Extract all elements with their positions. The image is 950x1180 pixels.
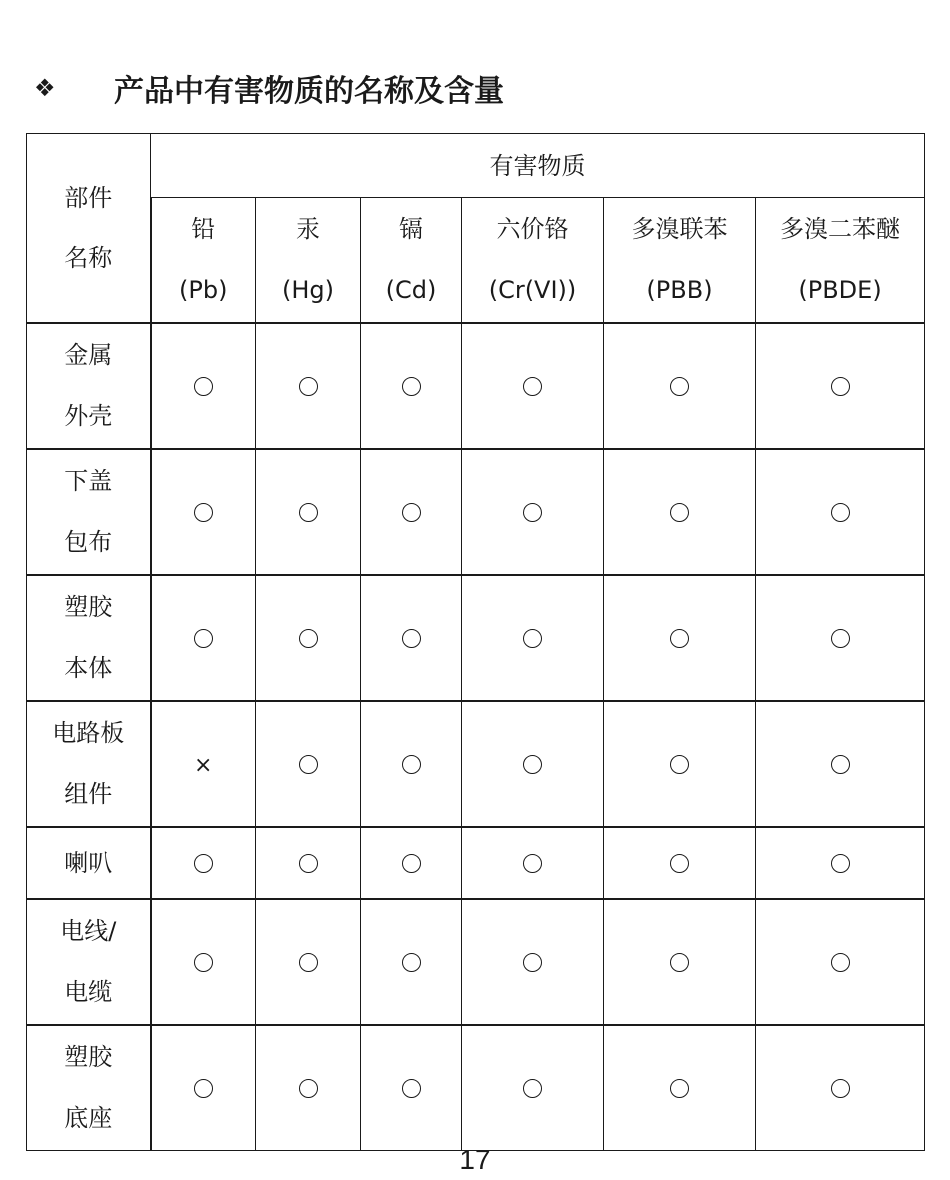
table-row (27, 701, 925, 827)
circle-mark-icon (299, 953, 318, 972)
part-name-header-line: 名称 (64, 244, 113, 272)
header-row-substances (27, 198, 925, 324)
substance-name: 汞 (296, 215, 320, 243)
circle-mark-icon (670, 953, 689, 972)
circle-mark-icon (831, 854, 850, 873)
substance-mark-cell (256, 899, 361, 1025)
table-row (27, 1025, 925, 1151)
substance-header-cell (361, 198, 462, 324)
circle-mark-icon (194, 1079, 213, 1098)
substance-mark-cell (462, 1025, 604, 1151)
section-title: 产品中有害物质的名称及含量 (114, 74, 504, 109)
substance-mark-cell (756, 899, 925, 1025)
part-name-cell (27, 1025, 151, 1151)
circle-mark-icon (194, 377, 213, 396)
substance-name: 六价铬 (496, 215, 569, 243)
circle-mark-icon (194, 629, 213, 648)
substance-header-cell (604, 198, 756, 324)
part-name-line: 金属 (64, 341, 113, 369)
circle-mark-icon (402, 953, 421, 972)
substance-mark-cell (361, 899, 462, 1025)
substance-header-cell (462, 198, 604, 324)
hazardous-substance-group-header: 有害物质 (151, 134, 925, 198)
circle-mark-icon (670, 629, 689, 648)
circle-mark-icon (402, 629, 421, 648)
substance-symbol: (Cd) (385, 276, 437, 304)
circle-mark-icon (402, 854, 421, 873)
part-name-cell (27, 827, 151, 899)
substance-mark-cell (756, 701, 925, 827)
substance-mark-cell (462, 575, 604, 701)
substance-symbol: (PBB) (646, 276, 713, 304)
substance-mark-cell (604, 323, 756, 449)
circle-mark-icon (831, 503, 850, 522)
substance-mark-cell (151, 323, 256, 449)
substance-name: 铅 (191, 215, 216, 243)
part-name-line: 包布 (64, 528, 113, 556)
substance-mark-cell (604, 827, 756, 899)
circle-mark-icon (523, 854, 542, 873)
substance-symbol: (PBDE) (798, 276, 882, 304)
part-name-header (27, 134, 151, 324)
part-name-line: 组件 (64, 780, 113, 808)
substance-mark-cell (756, 1025, 925, 1151)
substance-mark-cell (361, 701, 462, 827)
substance-mark-cell (462, 449, 604, 575)
substance-mark-cell (151, 899, 256, 1025)
substance-mark-cell (361, 323, 462, 449)
part-name-line: 塑胶 (64, 593, 113, 621)
header-row-group (27, 134, 925, 198)
circle-mark-icon (831, 377, 850, 396)
substance-symbol: (Hg) (281, 276, 334, 304)
circle-mark-icon (670, 377, 689, 396)
circle-mark-icon (299, 503, 318, 522)
hazardous-substances-table (26, 133, 925, 1151)
substance-mark-cell (756, 575, 925, 701)
circle-mark-icon (299, 377, 318, 396)
part-name-cell (27, 449, 151, 575)
section-heading (34, 64, 504, 112)
substance-mark-cell (361, 827, 462, 899)
part-name-line: 外壳 (64, 402, 113, 430)
substance-mark-cell (604, 449, 756, 575)
circle-mark-icon (831, 755, 850, 774)
circle-mark-icon (523, 1079, 542, 1098)
substance-mark-cell (604, 1025, 756, 1151)
substance-mark-cell (256, 449, 361, 575)
table-row (27, 827, 925, 899)
circle-mark-icon (523, 953, 542, 972)
substance-mark-cell (462, 701, 604, 827)
circle-mark-icon (299, 629, 318, 648)
circle-mark-icon (299, 755, 318, 774)
part-name-header-line: 部件 (64, 184, 113, 212)
circle-mark-icon (402, 377, 421, 396)
substance-mark-cell (256, 1025, 361, 1151)
part-name-line: 电路板 (52, 719, 125, 747)
substance-mark-cell (256, 827, 361, 899)
part-name-line: 底座 (64, 1104, 113, 1132)
circle-mark-icon (523, 377, 542, 396)
table-row (27, 899, 925, 1025)
part-name-cell (27, 323, 151, 449)
substance-mark-cell (462, 827, 604, 899)
substance-mark-cell (151, 1025, 256, 1151)
substance-name: 多溴联苯 (631, 215, 728, 243)
substance-mark-cell (256, 701, 361, 827)
circle-mark-icon (402, 503, 421, 522)
substance-mark-cell (361, 449, 462, 575)
circle-mark-icon (670, 854, 689, 873)
substance-header-cell (151, 198, 256, 324)
cross-mark-icon: × (194, 752, 213, 778)
part-name-line: 本体 (64, 654, 113, 682)
substance-mark-cell (151, 827, 256, 899)
substance-name: 镉 (399, 215, 423, 243)
substance-header-cell (256, 198, 361, 324)
table-body (27, 134, 925, 1151)
substance-mark-cell (151, 575, 256, 701)
circle-mark-icon (831, 953, 850, 972)
table-row (27, 449, 925, 575)
table-row (27, 323, 925, 449)
diamond-bullet-icon: ❖ (34, 74, 56, 102)
circle-mark-icon (299, 1079, 318, 1098)
substance-mark-cell (604, 899, 756, 1025)
substance-mark-cell (361, 1025, 462, 1151)
circle-mark-icon (523, 629, 542, 648)
part-name-line: 喇叭 (64, 848, 113, 877)
circle-mark-icon (670, 755, 689, 774)
circle-mark-icon (523, 755, 542, 774)
substance-mark-cell (604, 575, 756, 701)
substance-mark-cell (151, 449, 256, 575)
substance-mark-cell (604, 701, 756, 827)
circle-mark-icon (670, 1079, 689, 1098)
circle-mark-icon (194, 503, 213, 522)
substance-mark-cell (756, 449, 925, 575)
substance-symbol: (Pb) (179, 276, 228, 304)
circle-mark-icon (402, 1079, 421, 1098)
substance-header-cell (756, 198, 925, 324)
circle-mark-icon (831, 629, 850, 648)
circle-mark-icon (299, 854, 318, 873)
part-name-cell (27, 701, 151, 827)
substance-mark-cell (756, 827, 925, 899)
circle-mark-icon (402, 755, 421, 774)
circle-mark-icon (523, 503, 542, 522)
substance-mark-cell (256, 575, 361, 701)
substance-mark-cell (462, 323, 604, 449)
part-name-line: 电缆 (64, 978, 113, 1006)
table-row (27, 575, 925, 701)
part-name-line: 塑胶 (64, 1043, 113, 1071)
circle-mark-icon (831, 1079, 850, 1098)
circle-mark-icon (194, 953, 213, 972)
substance-mark-cell (361, 575, 462, 701)
substance-mark-cell (151, 701, 256, 827)
page-number: 17 (459, 1144, 491, 1175)
circle-mark-icon (194, 854, 213, 873)
substance-symbol: (Cr(VI)) (488, 276, 577, 304)
substance-mark-cell (756, 323, 925, 449)
circle-mark-icon (670, 503, 689, 522)
part-name-line: 下盖 (64, 467, 113, 495)
part-name-line: 电线/ (60, 917, 117, 945)
substance-mark-cell (462, 899, 604, 1025)
substance-name: 多溴二苯醚 (780, 215, 901, 243)
part-name-cell (27, 899, 151, 1025)
substance-mark-cell (256, 323, 361, 449)
part-name-cell (27, 575, 151, 701)
